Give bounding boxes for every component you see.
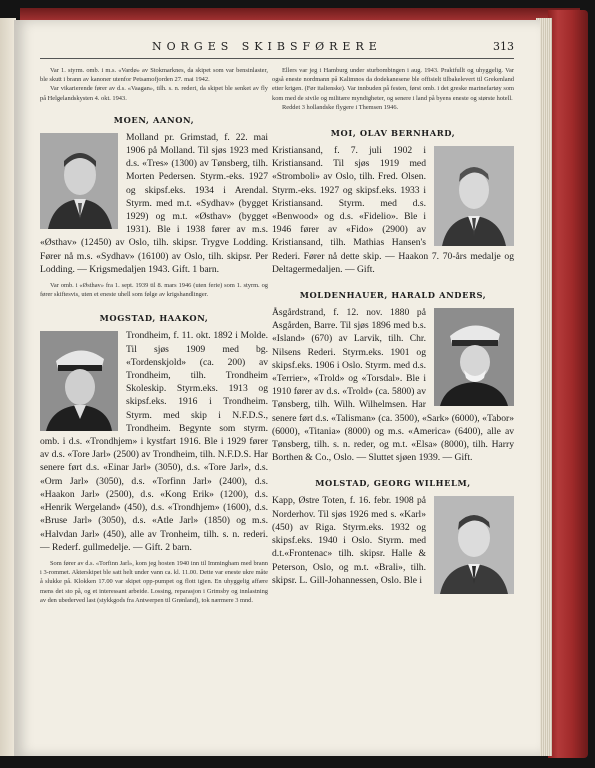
left-intro <box>40 66 268 103</box>
note-mogstad-text: Som fører av d.s. «Torfinn Jarl», kom jeg hosten 1940 inn til Immingham med brann i 3-rommet. Akterskipet ble satt helt under vann ca. kl. 11.00. Dette var eneste ukre måte å slukke på. Klokken 17.00 var skipet opp-pumpet og flott igjen. En uhyggelig affære mens det sto på, og et interessant arbeide. Lossing, reparasjon i Grimsby og innlastning av den ubederved last (stykkgods fra Antwerpen til Grønland), tok nærmere 3 mnd. <box>40 559 268 604</box>
entry-heading-moi: MOI, OLAV BERNHARD, <box>330 128 456 139</box>
entry-mogstad <box>40 329 268 604</box>
right-intro <box>272 66 514 112</box>
left-column <box>40 66 268 605</box>
bio-moldenhauer: Åsgårdstrand, f. 12. nov. 1880 på Asgården, Barre. Til sjøs 1896 med b.s. «Island» (670) av Larvik, tilh. Chr. Nilsens Rederi. Styrm.eks. 1901 og skipsf.eks. 1906 i Oslo. Styrm. med d.s. «Terrier», «Trold» og «Torsdal». Ble i 1910 fører av d.s. «Trold» (ca. 5800) av Tønsberg, tilh. Wilh. Wilhelmsen. Har senere ført d.s. «Talisman» (ca. 3500), «Sark» (6000), «Tabor» (6000), «Titania» (8000) og m.s. «America» (6400), alle av Tønsberg, tilh. s. n. reder, og m.t. «Elsa» (8000), tilh. Harry Borthen & Co., Oslo. — Sluttet sjøen 1939. — Gift. <box>272 307 514 464</box>
entry-heading-mogstad: MOGSTAD, HAAKON, <box>99 313 209 324</box>
page-number: 313 <box>493 40 514 53</box>
right-column <box>272 66 514 596</box>
portrait-moldenhauer-image <box>434 308 514 406</box>
portrait-molstad-image <box>434 496 514 594</box>
portrait-mogstad <box>40 331 118 431</box>
entry-moi <box>272 144 514 276</box>
bio-molstad: Kapp, Østre Toten, f. 16. febr. 1908 på Norderhov. Til sjøs 1926 med s. «Karl» (450) av Riga. Styrm.eks. 1932 og skipsf.eks. 1940 i Oslo. Styrm. med d.t.«Frontenac» tilh. skipsr. Halle & Peterson, Oslo, og m.t. «Brali», tilh. skipsr. L. Gill-Johannessen, Oslo. Ble i <box>272 495 426 586</box>
running-title: NORGES SKIBSFØRERE <box>152 40 382 53</box>
entry-moen <box>40 131 268 300</box>
right-intro-paragraph: Ellers var jeg i Hamburg under sturbombingen i aug. 1943. Praktfullt og uhyggelig. Var også eneste nordmann på Kalimnos da dodekanesene ble offisielt tilbakelevert til Grekenland etter krigen. (Før italienske). Var innbuden på festen, først omb. i det greske marinefartøy som kom med de sivile og militære myndigheter, og senere i land på byens eneste og største hotell. <box>272 67 514 102</box>
right-intro-paragraph-2: Reddet 3 hollandske flygere i Themsen 1946. <box>282 103 399 111</box>
portrait-mogstad-image <box>40 331 118 431</box>
bio-mogstad: Trondheim, f. 11. okt. 1892 i Molde. Til sjøs 1909 med bg. «Tordenskjold» (ca. 200) av Trondheim, tilh. Trondheim Skoleskip. Styrm.eks. 1913 og skipsf.eks. 1916 i Trondheim. Styrm. med skip i N.F.D.S., Trondheim. Begynte som styrm. omb. i d.s. «Trondhjem» i kystfart 1916. Ble i 1929 fører av d.s. «Tore Jarl» (2500) av Trondheim, tilh. N.F.D.S. Har senere ført d.s. «Einar Jarl» (3050), d.s. «Tore Jarl», d.s. «Orm Jarl» (3050), d.s. «Torfinn Jarl» (2400), d.s. «Haakon Jarl» (2500), d.s. «Kong Erik» (1200), d.s. «Henrik Wergeland» (450), d.s. «Trondhjem» (1600), d.s. «Bruse Jarl» (3050), d.s. «Atle Jarl» (1850) og m.s. «Halvdan Jarl» (450), alle av Tronheim, tilh. s. n. rederi. — Rederf. gullmedelje. — Gift. 2 barn. <box>40 330 268 553</box>
entry-moldenhauer <box>272 306 514 464</box>
portrait-moi <box>434 146 514 246</box>
portrait-molstad <box>434 496 514 594</box>
note-moen-text: Var omb. i «Østhav» fra 1. sept. 1939 til 8. mars 1946 (uten ferie) som 1. styrm. og fører skiftesvis, uten et eneste uhell som følge av krigshandlinger. <box>40 282 268 299</box>
portrait-moldenhauer <box>434 308 514 406</box>
header-rule <box>40 58 514 59</box>
portrait-moen <box>40 133 118 229</box>
left-intro-paragraph-2: Var vikarierende fører av d.s. «Vaagan», tilh. s. n. rederi, da skipet ble senket av fly på Helgelandskysten 4. okt. 1943. <box>40 85 268 102</box>
bio-moen: Molland pr. Grimstad, f. 22. mai 1906 på Molland. Til sjøs 1923 med d.s. «Tres» (1300) av Tønsberg, tilh. Morten Pedersen. Styrm.-eks. 1927 og skipsf.eks. 1934 i Arendal. Styrm. med m.t. «Sydhav» (bygget 1929) og m.t. «Østhav» (bygget 1931). Ble i 1938 fører av m.s. «Østhav» (12450) av Oslo, tilh. skipsr. Trygve Lodding. Fører nå m.s. «Sydhav» (16100) av Oslo, tilh. skipsr. Per Lodding. — Krigsmedaljen 1943. Gift. 1 barn. <box>40 131 268 275</box>
left-intro-paragraph: Var 1. styrm. omb. i m.s. «Vardø» av Stokmarknes, da skipet som var bensinlaster, ble skutt i brann av kanoner utenfor Petsamofjorden 27. mai 1942. <box>40 67 268 84</box>
page-header <box>40 40 514 60</box>
note-moen <box>40 281 268 299</box>
entry-heading-molstad: MOLSTAD, GEORG WILHELM, <box>315 478 471 489</box>
portrait-moen-image <box>40 133 118 229</box>
note-mogstad <box>40 559 268 605</box>
bio-moi: Kristiansand, f. 7. juli 1902 i Kristiansand. Til sjøs 1919 med «Stromboli» av Oslo, tilh. Fred. Olsen. Styrm.-eks. 1927 og skipsf.eks. 1933 i Kristiansand. Styrm. med d.s. «Benwood» og d.s. «Fidelio». Ble i 1946 fører av «Fido» (2900) av Kristiansand, tilh. Mathias Hansen's Rederi. Fører nå dette skip. — Haakon 7. 70-års medalje og Deltagermedaljen. — Gift. <box>272 145 514 275</box>
entry-heading-moen: MOEN, AANON, <box>113 114 195 125</box>
entry-molstad <box>272 494 514 586</box>
book-spine-edge <box>548 10 588 758</box>
portrait-moi-image <box>434 146 514 246</box>
entry-heading-moldenhauer: MOLDENHAUER, HARALD ANDERS, <box>299 290 487 301</box>
